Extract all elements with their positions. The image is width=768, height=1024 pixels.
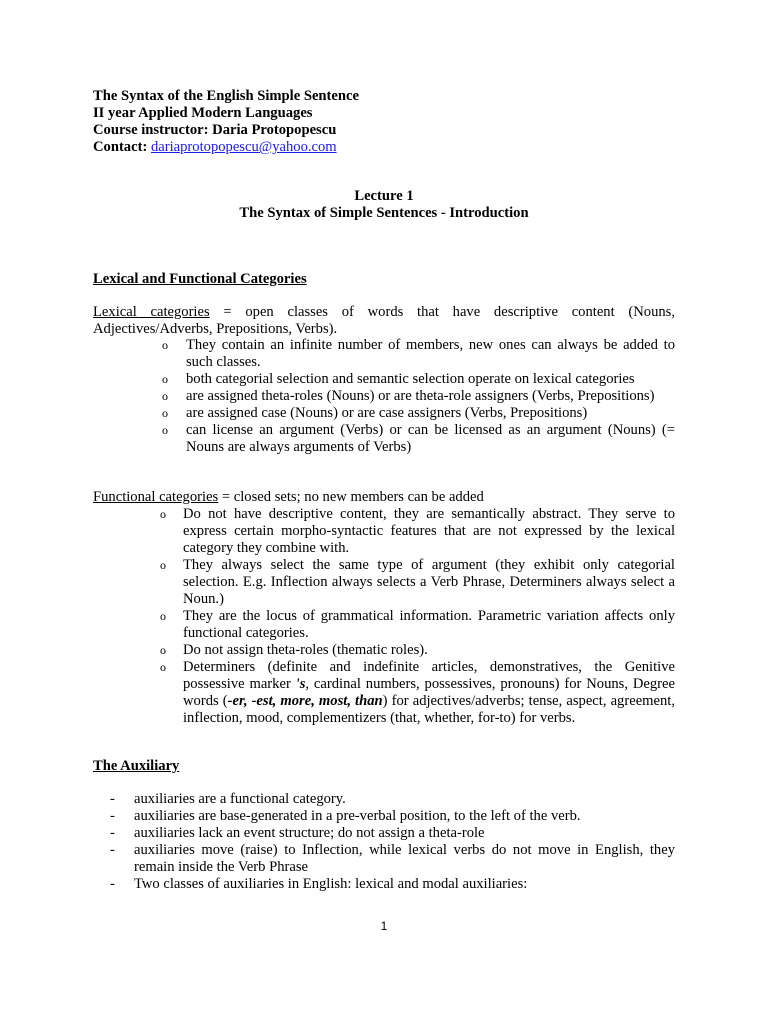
bullet-marker: o xyxy=(162,406,168,420)
list-item xyxy=(160,608,675,642)
list-item xyxy=(162,422,675,456)
determiners-text-1: Determiners (definite and indefinite articles, demonstratives, the Genitive possessive marker xyxy=(183,659,675,692)
list-item-text: are assigned theta-roles (Nouns) or are theta-role assigners (Verbs, Prepositions) xyxy=(186,388,655,404)
course-title: The Syntax of the English Simple Sentence xyxy=(93,88,359,104)
list-item xyxy=(160,557,675,608)
section-heading-categories: Lexical and Functional Categories xyxy=(93,271,307,287)
list-item-text: They are the locus of grammatical information. Parametric variation affects only functional categories. xyxy=(183,608,675,641)
lexical-categories-definition xyxy=(93,304,675,338)
list-item-text: both categorial selection and semantic selection operate on lexical categories xyxy=(186,371,635,387)
page-number: 1 xyxy=(380,919,388,933)
list-item-text: are assigned case (Nouns) or are case assigners (Verbs, Prepositions) xyxy=(186,405,588,421)
list-item-text: Two classes of auxiliaries in English: lexical and modal auxiliaries: xyxy=(134,876,528,892)
course-instructor: Course instructor: Daria Protopopescu xyxy=(93,122,337,138)
list-item-text: auxiliaries lack an event structure; do not assign a theta-role xyxy=(134,825,485,841)
list-item xyxy=(162,405,675,422)
functional-categories-definition xyxy=(93,489,675,506)
lecture-title: The Syntax of Simple Sentences - Introduction xyxy=(239,205,529,221)
list-item-text: can license an argument (Verbs) or can be licensed as an argument (Nouns) (= Nouns are always arguments of Verbs) xyxy=(186,422,675,455)
list-item xyxy=(160,642,675,659)
dash-marker: - xyxy=(110,808,115,824)
course-year: II year Applied Modern Languages xyxy=(93,105,313,121)
list-item xyxy=(162,337,675,371)
bullet-marker: o xyxy=(162,338,168,352)
list-item-text: auxiliaries are base-generated in a pre-verbal position, to the left of the verb. xyxy=(134,808,581,824)
bullet-marker: o xyxy=(160,609,166,623)
section-heading-auxiliary: The Auxiliary xyxy=(93,758,180,774)
dash-marker: - xyxy=(110,825,115,841)
list-item xyxy=(110,876,675,893)
lecture-number: Lecture 1 xyxy=(354,188,414,204)
list-item xyxy=(110,808,675,825)
lexical-categories-text: = open classes of words that have descriptive content (Nouns, Adjectives/Adverbs, Prepositions, Verbs). xyxy=(93,304,676,337)
document-header xyxy=(93,88,359,156)
bullet-marker: o xyxy=(160,558,166,572)
bullet-marker: o xyxy=(160,660,166,674)
list-item-text: Do not have descriptive content, they are semantically abstract. They serve to express certain morpho-syntactic features that are not expressed by the lexical category they combine with. xyxy=(183,506,675,556)
contact-email-link[interactable]: dariaprotopopescu@yahoo.com xyxy=(150,139,337,155)
determiners-text-2: , cardinal numbers, possessives, pronouns) for Nouns, Degree words ( xyxy=(183,676,675,709)
lecture-heading xyxy=(93,188,675,222)
list-item-text: auxiliaries move (raise) to Inflection, while lexical verbs do not move in English, they remain inside the Verb Phrase xyxy=(134,842,675,875)
genitive-marker: 's xyxy=(295,676,306,692)
lexical-categories-term: Lexical categories xyxy=(93,304,210,320)
bullet-marker: o xyxy=(162,389,168,403)
determiners-text-3: ) for adjectives/adverbs; tense, aspect, agreement, inflection, mood, complementizers (that, whether, for-to) for verbs. xyxy=(183,693,675,726)
degree-words: -er, -est, more, most, than xyxy=(227,693,383,709)
list-item-text: They contain an infinite number of members, new ones can always be added to such classes. xyxy=(186,337,675,370)
list-item xyxy=(162,371,675,388)
list-item-determiners xyxy=(160,659,675,727)
list-item xyxy=(110,842,675,876)
dash-marker: - xyxy=(110,791,115,807)
list-item-text: Do not assign theta-roles (thematic roles). xyxy=(183,642,428,658)
contact-label: Contact: xyxy=(93,139,148,155)
list-item-text: They always select the same type of argument (they exhibit only categorial selection. E.g. Inflection always selects a Verb Phrase, Determiners always select a Noun.) xyxy=(183,557,675,607)
dash-marker: - xyxy=(110,876,115,892)
functional-categories-text: = closed sets; no new members can be added xyxy=(218,489,484,505)
auxiliary-dash-list xyxy=(0,791,768,893)
list-item xyxy=(110,791,675,808)
bullet-marker: o xyxy=(162,423,168,437)
dash-marker: - xyxy=(110,842,115,858)
list-item xyxy=(110,825,675,842)
functional-categories-term: Functional categories xyxy=(93,489,219,505)
bullet-marker: o xyxy=(160,643,166,657)
bullet-marker: o xyxy=(160,507,166,521)
contact-line xyxy=(93,139,359,156)
list-item-text: auxiliaries are a functional category. xyxy=(134,791,346,807)
lexical-bullet-list xyxy=(0,337,768,456)
list-item xyxy=(160,506,675,557)
bullet-marker: o xyxy=(162,372,168,386)
functional-bullet-list xyxy=(0,506,768,727)
list-item xyxy=(162,388,675,405)
